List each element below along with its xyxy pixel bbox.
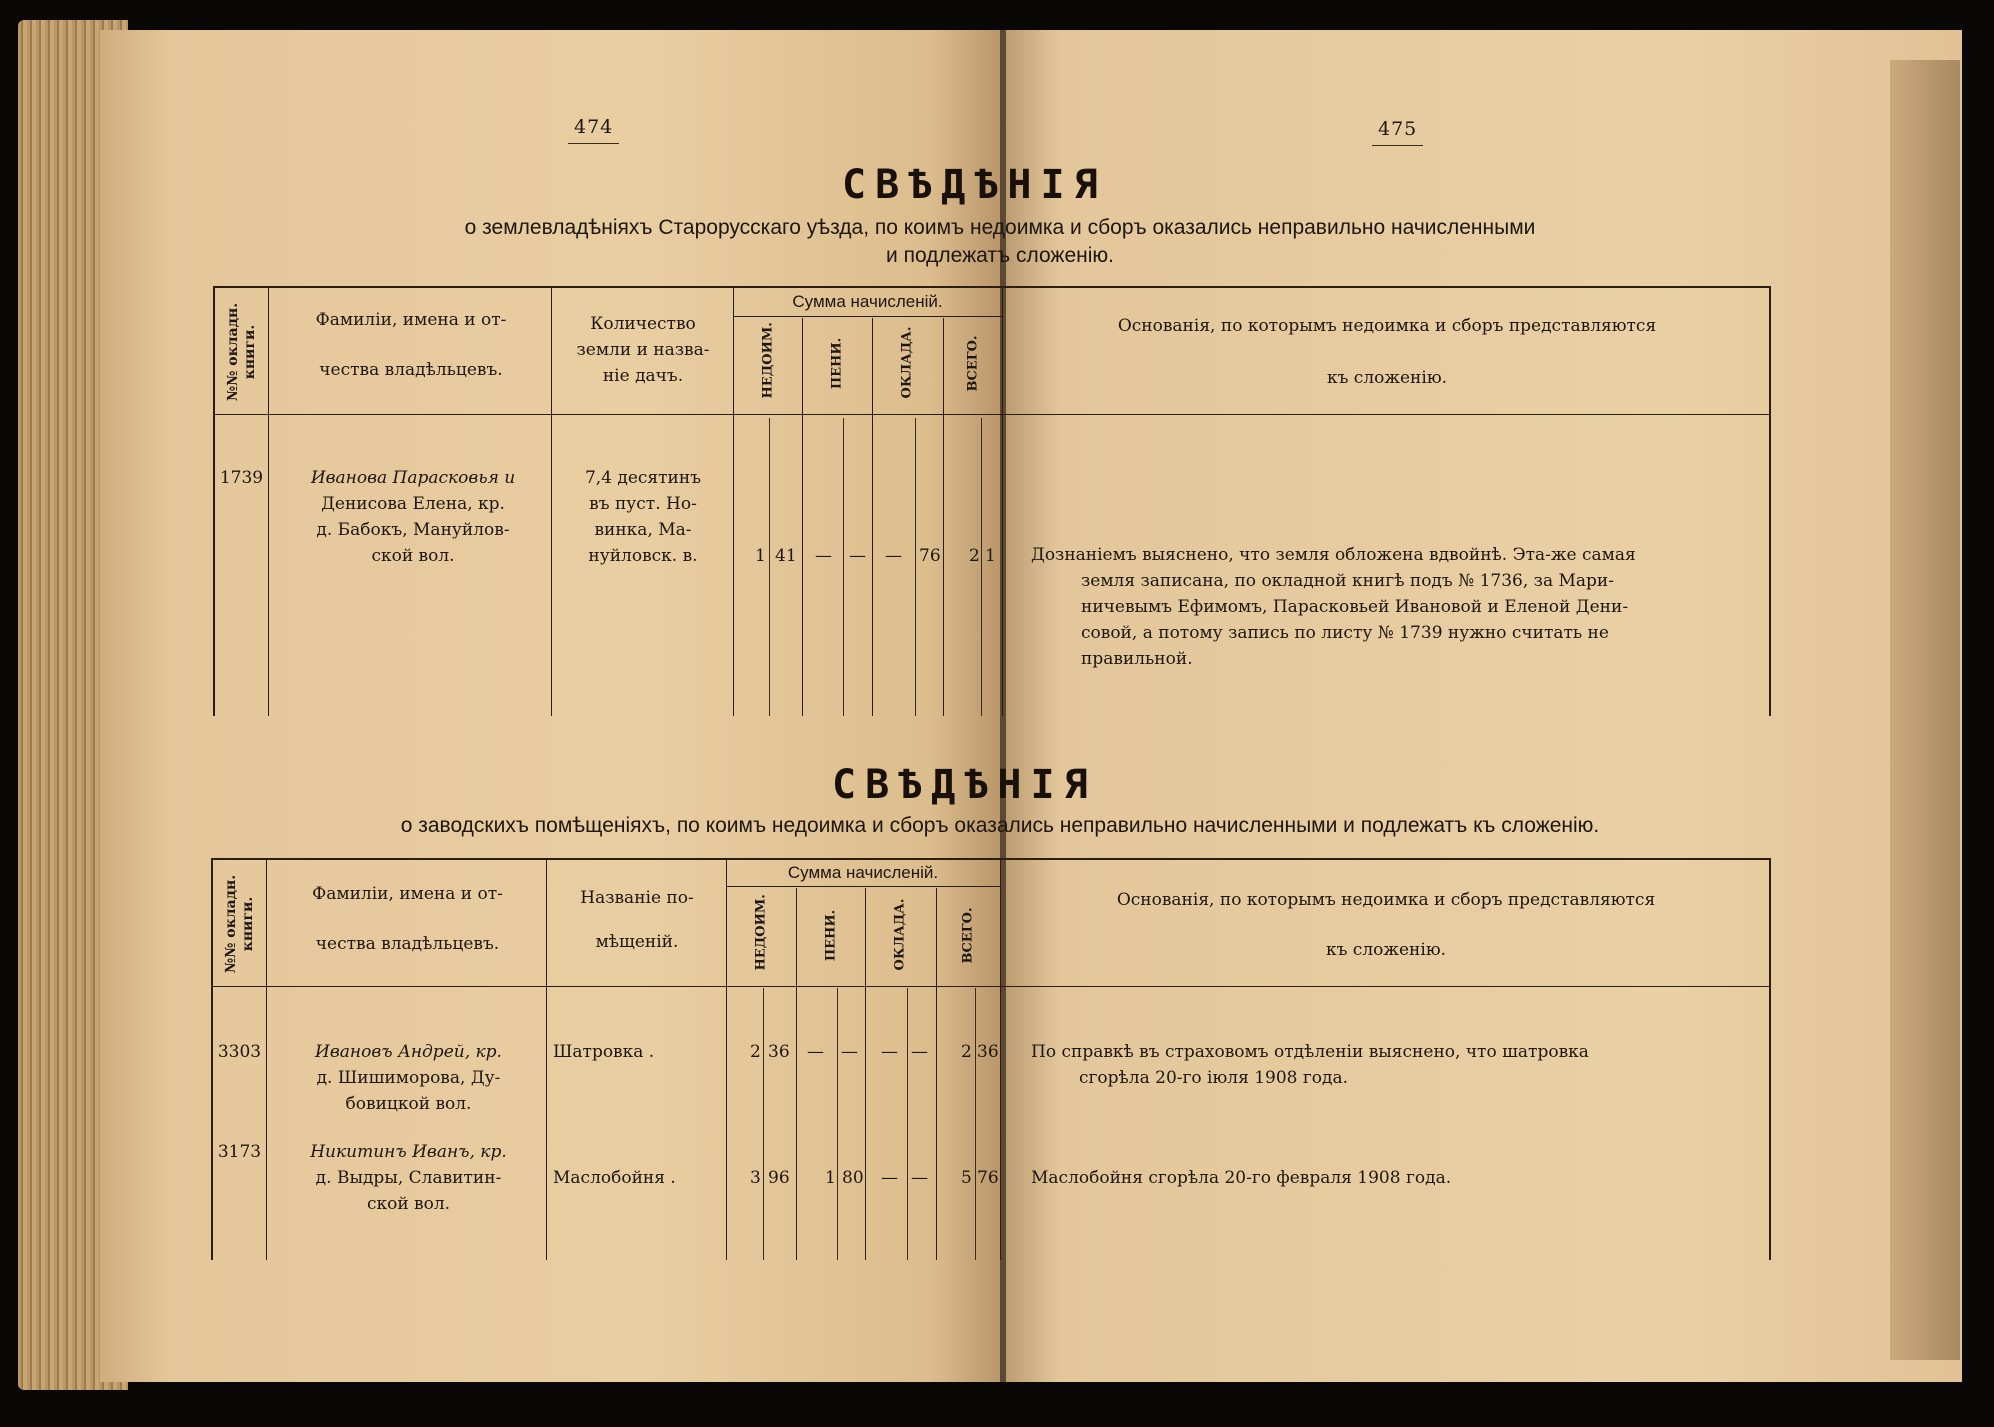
section1-header-owners-line2: чества владѣльцевъ. xyxy=(319,360,503,380)
section1-title: СВѢДѢНІЯ xyxy=(842,162,1107,208)
section2-row2-owner-line2: д. Выдры, Славитин- xyxy=(315,1168,502,1188)
section2-row1-oklada-rub: — xyxy=(881,1042,898,1062)
section2-header-premises-line2: мѣщеній. xyxy=(595,932,679,952)
section1-row-oklada-kop: 76 xyxy=(919,546,941,566)
section2-header-oklada: ОКЛАДА. xyxy=(892,898,908,971)
section1-header-book-no: №№ окладн. книги. xyxy=(225,302,258,402)
section1-row-owner-line4: ской вол. xyxy=(371,546,455,566)
section1-row-land-line3: винка, Ма- xyxy=(594,520,692,540)
section1-header-reason-line1: Основанія, по которымъ недоимка и сборъ представляются xyxy=(1117,316,1657,336)
section1-row-book-no: 1739 xyxy=(219,468,264,488)
section2-row2-vsego-rub: 5 xyxy=(961,1168,972,1188)
section2-row2-owner-line3: ской вол. xyxy=(366,1194,451,1214)
section2-header-peni: ПЕНИ. xyxy=(823,909,839,962)
section1-row-reason-line3: ничевымъ Ефимомъ, Парасковьей Ивановой и Еленой Дени- xyxy=(1081,597,1629,617)
section1-row-owner-line1: Иванова Парасковья и xyxy=(310,468,516,488)
section1-subtitle-line1: о землевладѣніяхъ Старорусскаго уѣзда, по коимъ недоимка и сборъ оказались неправильно начисленными xyxy=(464,216,1536,239)
section2-row2-book-no: 3173 xyxy=(217,1142,262,1162)
section1-row-vsego-rub: 2 xyxy=(969,546,980,566)
section2-header-nedoim: НЕДОИМ. xyxy=(753,894,769,971)
section2-row1-vsego-rub: 2 xyxy=(961,1042,972,1062)
section1-row-oklada-rub: — xyxy=(885,546,902,566)
section2-header-book-no: №№ окладн. книги. xyxy=(223,874,256,974)
section2-row2-reason-line1: Маслобойня сгорѣла 20-го февраля 1908 года. xyxy=(1031,1168,1452,1188)
page-number-left: 474 xyxy=(574,116,614,138)
section2-row1-nedoim-rub: 2 xyxy=(750,1042,761,1062)
section2-row1-premises: Шатровка . xyxy=(553,1042,655,1062)
section2-table xyxy=(211,858,1771,1260)
section1-header-nedoim: НЕДОИМ. xyxy=(760,322,776,399)
section2-row2-oklada-kop: — xyxy=(911,1168,928,1188)
section2-row2-nedoim-kop: 96 xyxy=(768,1168,790,1188)
section2-header-owners-line1: Фамиліи, имена и от- xyxy=(312,884,503,904)
section1-row-land-line1: 7,4 десятинъ xyxy=(584,468,702,488)
section1-header-vsego: ВСЕГО. xyxy=(965,335,981,392)
section2-row2-oklada-rub: — xyxy=(881,1168,898,1188)
section2-row2-peni-rub: 1 xyxy=(825,1168,836,1188)
section1-header-oklada: ОКЛАДА. xyxy=(899,326,915,399)
section1-header-peni: ПЕНИ. xyxy=(829,337,845,390)
section1-header-land-line3: ніе дачъ. xyxy=(602,366,684,386)
page-number-right: 475 xyxy=(1378,118,1418,140)
section2-header-reason-line2: къ сложенію. xyxy=(1325,940,1447,960)
section1-row-owner-line3: д. Бабокъ, Мануйлов- xyxy=(316,520,510,540)
section1-row-reason-line4: совой, а потому запись по листу № 1739 нужно считать не xyxy=(1081,623,1609,643)
section2-row1-nedoim-kop: 36 xyxy=(768,1042,790,1062)
section1-header-land-line1: Количество xyxy=(590,314,696,334)
right-page-edge xyxy=(1890,60,1960,1360)
section2-header-reason-line1: Основанія, по которымъ недоимка и сборъ представляются xyxy=(1116,890,1656,910)
section1-header-reason-line2: къ сложенію. xyxy=(1326,368,1448,388)
section2-header-premises-line1: Названіе по- xyxy=(580,888,694,908)
section1-subtitle-line2: и подлежатъ сложенію. xyxy=(886,244,1114,267)
section2-row1-owner-line2: д. Шишиморова, Ду- xyxy=(316,1068,501,1088)
section1-row-reason-line1: Дознаніемъ выяснено, что земля обложена вдвойнѣ. Эта-же самая xyxy=(1031,545,1636,565)
section2-row2-premises: Маслобойня . xyxy=(553,1168,676,1188)
section1-header-owners-line1: Фамиліи, имена и от- xyxy=(315,310,507,330)
section1-table xyxy=(213,286,1771,716)
section1-row-nedoim-rub: 1 xyxy=(755,546,766,566)
section1-header-sum-group: Сумма начисленій. xyxy=(792,292,943,311)
section2-row2-vsego-kop: 76 xyxy=(977,1168,999,1188)
section1-row-land-line2: въ пуст. Но- xyxy=(589,494,697,514)
section1-row-reason-line2: земля записана, по окладной книгѣ подъ № 1736, за Мари- xyxy=(1081,571,1614,591)
section2-row1-owner-line1: Ивановъ Андрей, кр. xyxy=(315,1042,502,1062)
section1-row-owner-line2: Денисова Елена, кр. xyxy=(321,494,505,514)
section2-header-owners-line2: чества владѣльцевъ. xyxy=(315,934,500,954)
section2-row1-reason-line1: По справкѣ въ страховомъ отдѣленіи выяснено, что шатровка xyxy=(1031,1042,1589,1062)
section2-row2-nedoim-rub: 3 xyxy=(750,1168,761,1188)
section2-row2-owner-line1: Никитинъ Иванъ, кр. xyxy=(310,1142,507,1162)
section1-header-land-line2: земли и назва- xyxy=(576,340,710,360)
section2-title: СВѢДѢНІЯ xyxy=(832,762,1097,808)
section2-row1-owner-line3: бовицкой вол. xyxy=(345,1094,472,1114)
section1-row-land-line4: нуйловск. в. xyxy=(588,546,698,566)
section1-row-peni-kop: — xyxy=(849,546,866,566)
section1-row-reason-line5: правильной. xyxy=(1081,649,1193,669)
section2-subtitle: о заводскихъ помѣщеніяхъ, по коимъ недоимка и сборъ оказались неправильно начисленными и подлежатъ къ сложенію. xyxy=(400,814,1600,837)
section2-row1-peni-kop: — xyxy=(841,1042,858,1062)
section2-row1-peni-rub: — xyxy=(807,1042,824,1062)
section2-header-vsego: ВСЕГО. xyxy=(960,907,976,964)
section2-header-sum-group: Сумма начисленій. xyxy=(787,863,939,882)
section2-row2-peni-kop: 80 xyxy=(842,1168,864,1188)
section1-row-nedoim-kop: 41 xyxy=(775,546,797,566)
section2-row1-oklada-kop: — xyxy=(911,1042,928,1062)
section2-row1-book-no: 3303 xyxy=(217,1042,262,1062)
section1-row-vsego-kop: 1 xyxy=(985,546,996,566)
section2-row1-reason-line2: сгорѣла 20-го іюля 1908 года. xyxy=(1079,1068,1349,1088)
section2-row1-vsego-kop: 36 xyxy=(977,1042,999,1062)
section1-row-peni-rub: — xyxy=(815,546,832,566)
